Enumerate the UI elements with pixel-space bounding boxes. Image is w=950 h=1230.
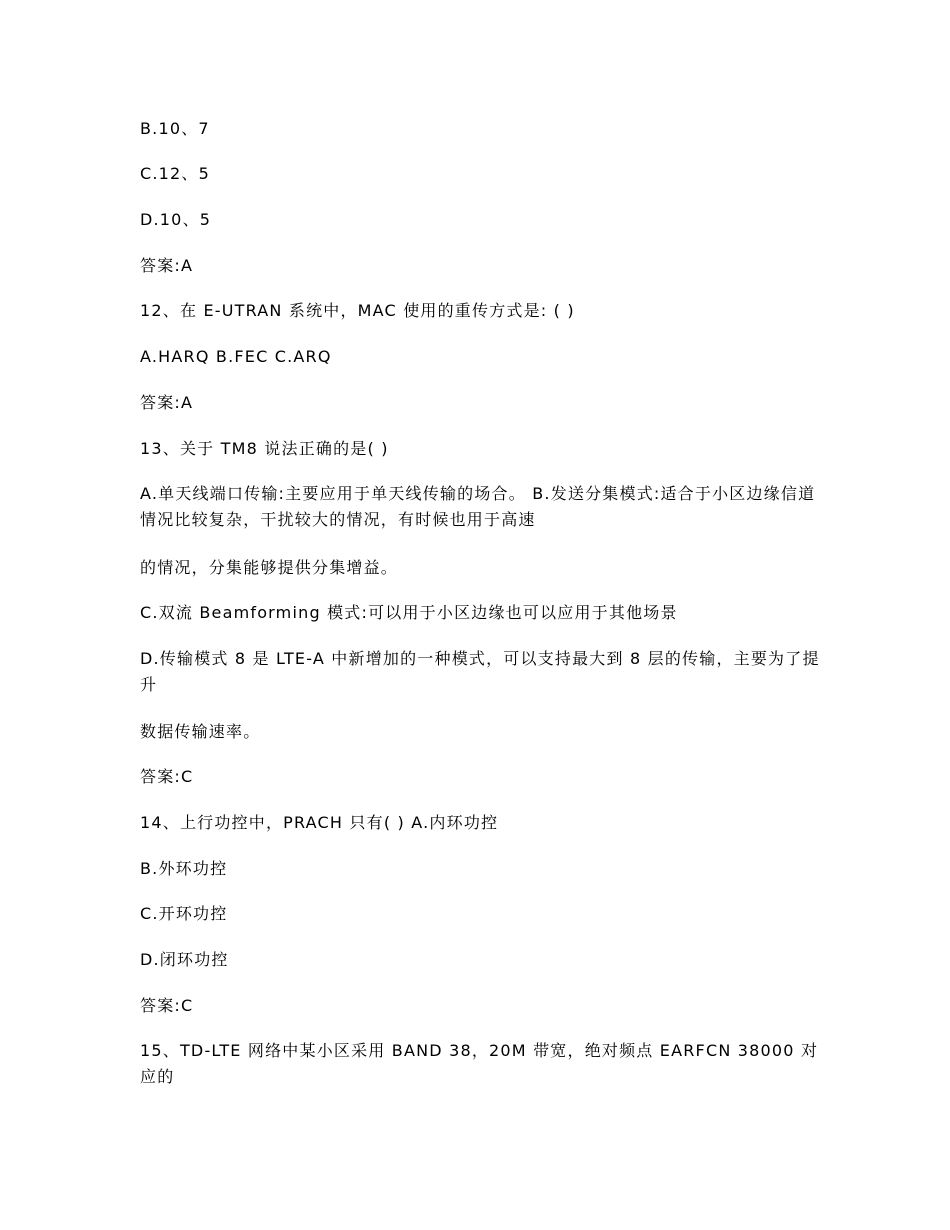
answer-12: 答案:A [140, 393, 194, 412]
question-14-option-c: C.开环功控 [140, 904, 228, 923]
question-12-options: A.HARQ B.FEC C.ARQ [140, 347, 332, 366]
question-13-option-d: D.传输模式 8 是 LTE-A 中新增加的一种模式，可以支持最大到 8 层的传输，主要为了提升 [140, 649, 820, 694]
question-13-option-c: C.双流 Beamforming 模式:可以用于小区边缘也可以应用于其他场景 [140, 603, 678, 622]
question-13-option-a-b: A.单天线端口传输:主要应用于单天线传输的场合。 B.发送分集模式:适合于小区边缘信道情况比较复杂，干扰较大的情况，有时候也用于高速 [140, 484, 816, 529]
question-14-option-d: D.闭环功控 [140, 950, 229, 969]
question-13-option-d-cont: 数据传输速率。 [140, 722, 261, 741]
question-12: 12、在 E-UTRAN 系统中，MAC 使用的重传方式是: ( ) [140, 301, 575, 320]
option-b: B.10、7 [140, 119, 210, 138]
answer-11: 答案:A [140, 256, 194, 275]
question-14: 14、上行功控中，PRACH 只有( ) A.内环功控 [140, 813, 499, 832]
answer-14: 答案:C [140, 996, 194, 1015]
answer-13: 答案:C [140, 767, 194, 786]
question-15: 15、TD-LTE 网络中某小区采用 BAND 38，20M 带宽，绝对频点 EARFCN 38000 对应的 [140, 1041, 819, 1086]
option-c: C.12、5 [140, 164, 210, 183]
question-13-option-b-cont: 的情况，分集能够提供分集增益。 [140, 558, 399, 577]
question-13: 13、关于 TM8 说法正确的是( ) [140, 439, 389, 458]
question-14-option-b: B.外环功控 [140, 859, 228, 878]
option-d: D.10、5 [140, 210, 212, 229]
